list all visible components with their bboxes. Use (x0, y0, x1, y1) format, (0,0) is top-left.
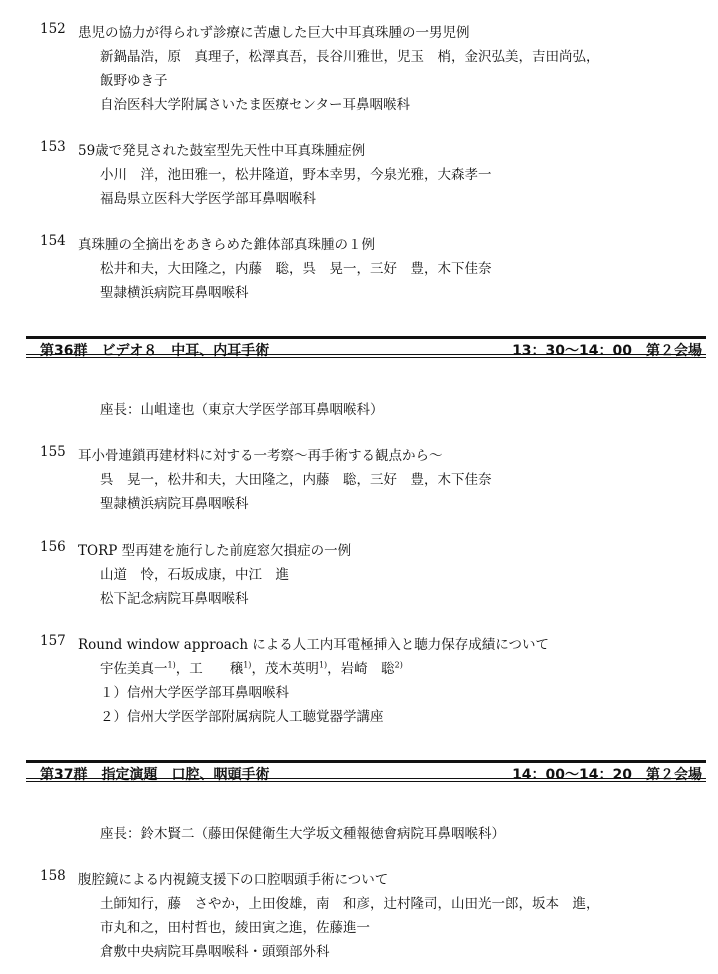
abstract-number: 155 (40, 444, 66, 460)
author-name: 宇佐美真一 (100, 661, 168, 677)
affiliation-marker: 1) (243, 660, 252, 670)
author-line: 飯野ゆき子 (100, 73, 168, 89)
abstract-title: 耳小骨連鎖再建材料に対する一考察〜再手術する観点から〜 (78, 448, 443, 464)
affiliation-marker: 1) (167, 660, 176, 670)
abstract-number: 154 (40, 233, 66, 249)
session-time-venue: 13：30〜14：00 第２会場 (512, 343, 702, 359)
abstract-number: 152 (40, 21, 66, 37)
affiliation-line: 自治医科大学附属さいたま医療センター耳鼻咽喉科 (100, 97, 410, 113)
session-header-36 (26, 336, 706, 358)
abstract-number: 157 (40, 633, 66, 649)
affiliation-line: 松下記念病院耳鼻咽喉科 (100, 591, 249, 607)
abstract-title: TORP 型再建を施行した前庭窓欠損症の一例 (78, 543, 352, 559)
affiliation-line: 倉敷中央病院耳鼻咽喉科・頭頸部外科 (100, 944, 330, 960)
session-title: 第37群 指定演題 口腔、咽頭手術 (40, 767, 270, 783)
abstract-title: 59歳で発見された鼓室型先天性中耳真珠腫症例 (78, 143, 366, 159)
abstract-title: 患児の協力が得られず診療に苦慮した巨大中耳真珠腫の一男児例 (78, 25, 470, 41)
abstract-number: 158 (40, 868, 66, 884)
abstract-title: 真珠腫の全摘出をあきらめた錐体部真珠腫の１例 (78, 237, 375, 253)
author-line: 市丸和之，田村哲也，綾田寅之進，佐藤進一 (100, 920, 370, 936)
abstract-title: Round window approach による人工内耳電極挿入と聴力保存成績について (78, 637, 550, 653)
affiliation-line: ２）信州大学医学部附属病院人工聴覚器学講座 (100, 709, 384, 725)
author-name: 工 穣 (189, 661, 244, 677)
affiliation-marker: 1) (318, 660, 328, 670)
session-chair: 座長：山岨達也（東京大学医学部耳鼻咽喉科） (100, 402, 384, 418)
author-line: 新鍋晶浩，原 真理子，松澤真吾，長谷川雅世，児玉 梢，金沢弘美，吉田尚弘， (100, 49, 600, 65)
session-time-venue: 14：00〜14：20 第２会場 (512, 767, 702, 783)
affiliation-marker: 2) (394, 660, 403, 670)
affiliation-line: 聖隷横浜病院耳鼻咽喉科 (100, 496, 249, 512)
author-separator: ， (327, 661, 341, 677)
author-line: 呉 晃一，松井和夫，大田隆之，内藤 聡，三好 豊，木下佳奈 (100, 472, 492, 488)
affiliation-line: １）信州大学医学部耳鼻咽喉科 (100, 685, 289, 701)
abstract-number: 153 (40, 139, 66, 155)
session-title: 第36群 ビデオ８ 中耳、内耳手術 (40, 343, 270, 359)
affiliation-line: 聖隷横浜病院耳鼻咽喉科 (100, 285, 249, 301)
author-line: 小川 洋，池田雅一，松井隆道，野本幸男，今泉光雅，大森孝一 (100, 167, 492, 183)
author-name: 茂木英明 (264, 661, 319, 677)
author-line (100, 657, 403, 677)
session-header-37 (26, 760, 706, 782)
author-separator: ， (251, 661, 265, 677)
abstract-title: 腹腔鏡による内視鏡支援下の口腔咽頭手術について (78, 872, 389, 888)
session-chair: 座長：鈴木賢二（藤田保健衛生大学坂文種報徳會病院耳鼻咽喉科） (100, 826, 505, 842)
author-line: 松井和夫，大田隆之，内藤 聡，呉 晃一，三好 豊，木下佳奈 (100, 261, 492, 277)
affiliation-line: 福島県立医科大学医学部耳鼻咽喉科 (100, 191, 316, 207)
author-line: 山道 怜，石坂成康，中江 進 (100, 567, 289, 583)
author-line: 土師知行，藤 さやか，上田俊雄，南 和彦，辻村隆司，山田光一郎，坂本 進， (100, 896, 600, 912)
abstract-number: 156 (40, 539, 66, 555)
author-separator: ， (175, 661, 190, 677)
author-name: 岩崎 聡 (340, 661, 395, 677)
